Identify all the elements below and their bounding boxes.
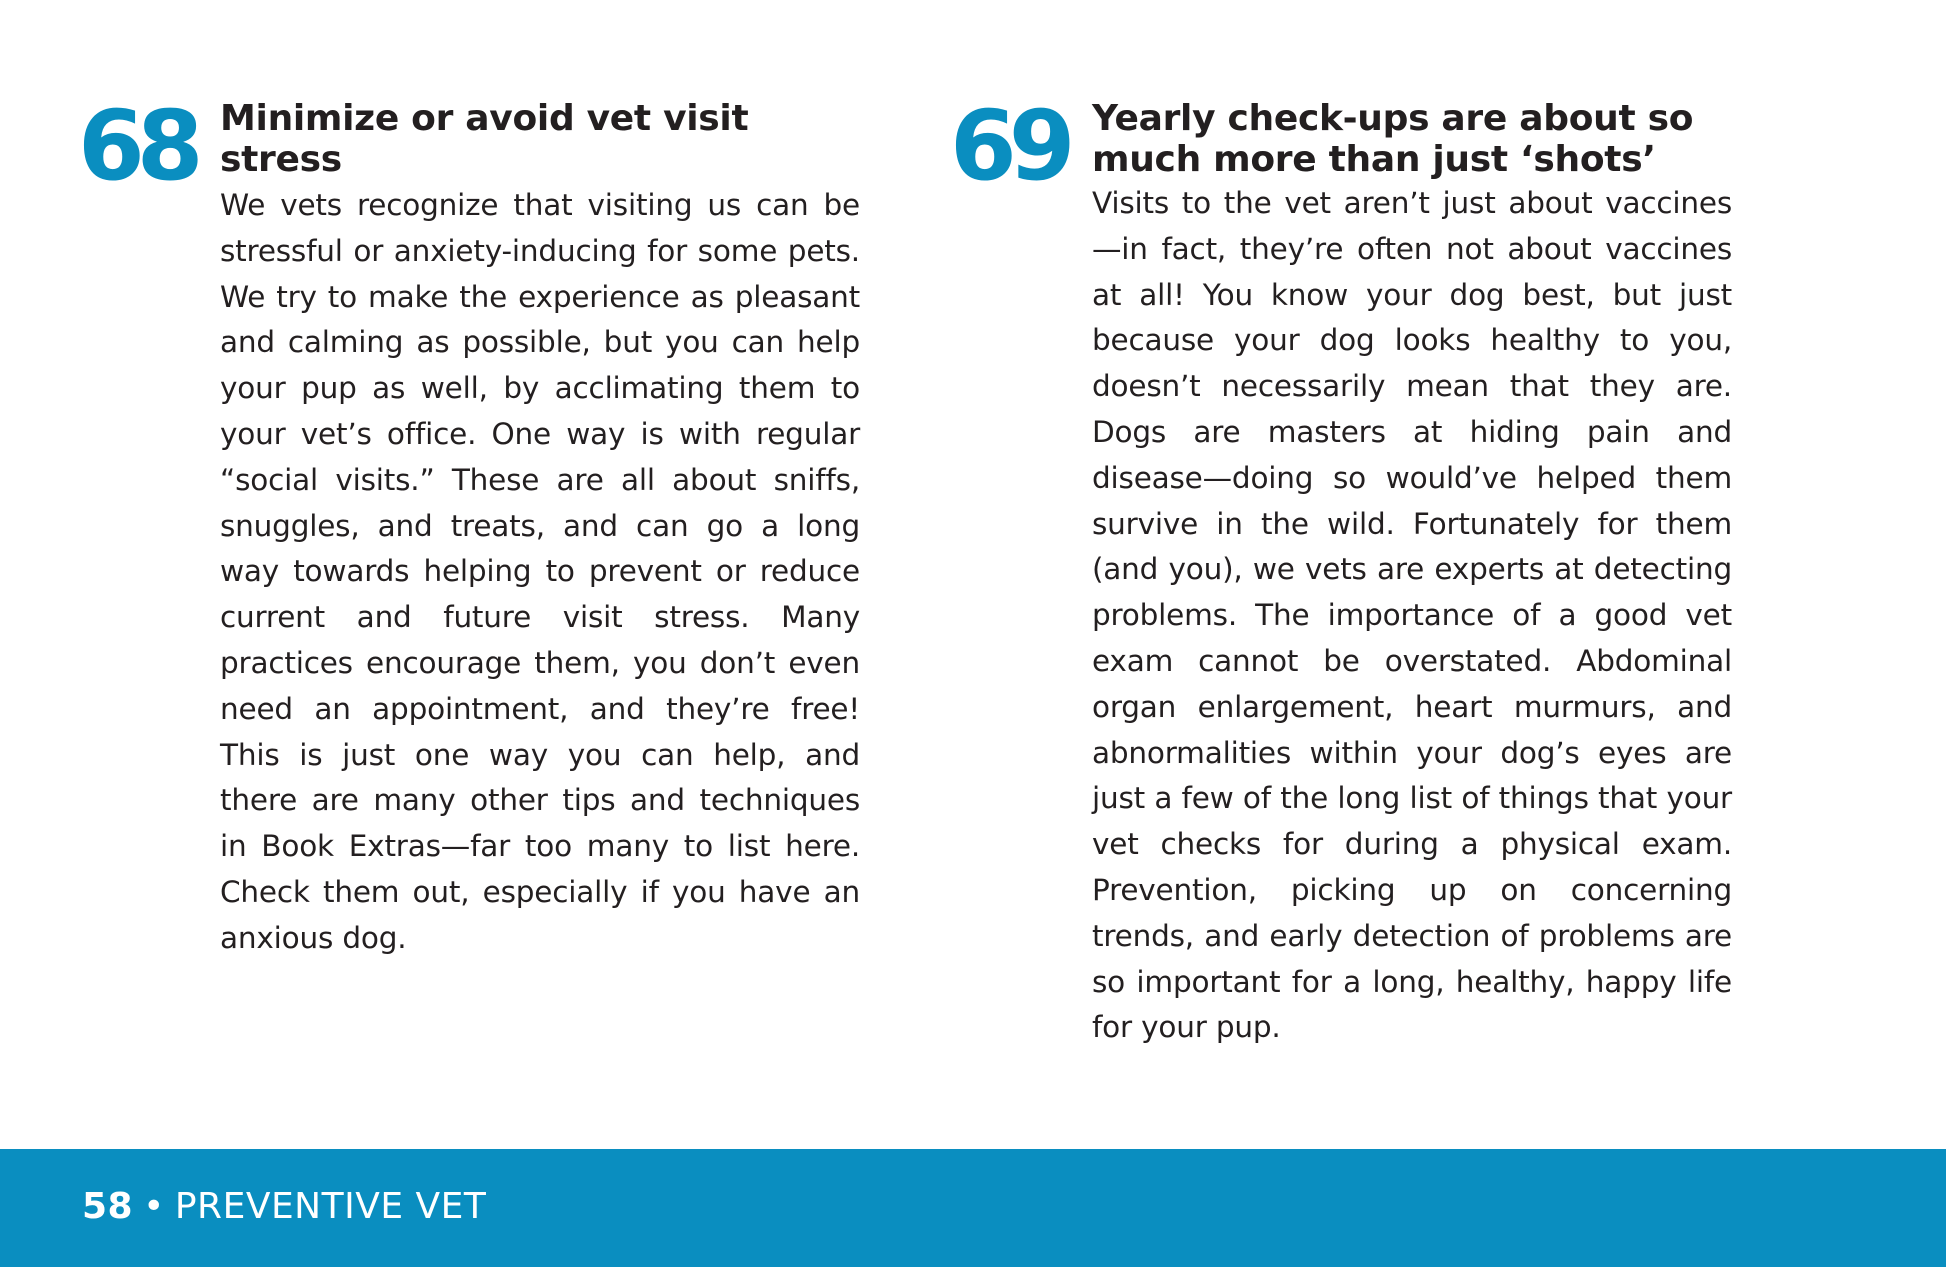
tip-body-text: Visits to the vet aren’t just about vaccines—in fact, they’re often not about vaccines at all! You know your dog best, but just because your dog looks healthy to you, doesn’t necessarily mean that they are. Dogs are masters at hiding pain and disease—doing so would’ve helped them survive in the wild. Fortunately for them (and you), we vets are experts at detecting problems. The importance of a good vet exam cannot be overstated. Abdominal organ enlargement, heart murmurs, and abnormalities within your dog’s eyes are just a few of the long list of things that your vet checks for during a physical exam. Prevention, picking up on concerning trends, and early detection of problems are so important for a long, healthy, happy life for your pup. [1092,186,1732,1045]
footer-label [82,1187,486,1227]
page-footer [0,1149,1946,1267]
tip-number: 68 [78,90,196,202]
tip-title: Minimize or avoid vet visit stress [220,98,749,180]
page-number: 58 [82,1186,134,1227]
footer-separator: • [143,1186,165,1227]
tip-body-text: We vets recognize that visiting us can be stressful or anxiety-inducing for some pets. We try to make the experience as pleasant and calming as possible, but you can help your pup as well, by acclimating them to your vet’s office. One way is with regular “social visits.” These are all about sniffs, snuggles, and treats, and can go a long way towards helping to prevent or reduce current and future visit stress. Many practices encourage them, you don’t even need an appointment, and they’re free! This is just one way you can help, and there are many other tips and techniques in Book Extras—far too many to list here. Check them out, especially if you have an anxious dog. [220,188,860,955]
tip-number: 69 [950,90,1068,202]
tip-content [1092,98,1732,1051]
book-title: PREVENTIVE VET [174,1186,487,1227]
tip-content [220,98,860,962]
tip-title: Yearly check-ups are about so much more than just ‘shots’ [1092,98,1694,180]
